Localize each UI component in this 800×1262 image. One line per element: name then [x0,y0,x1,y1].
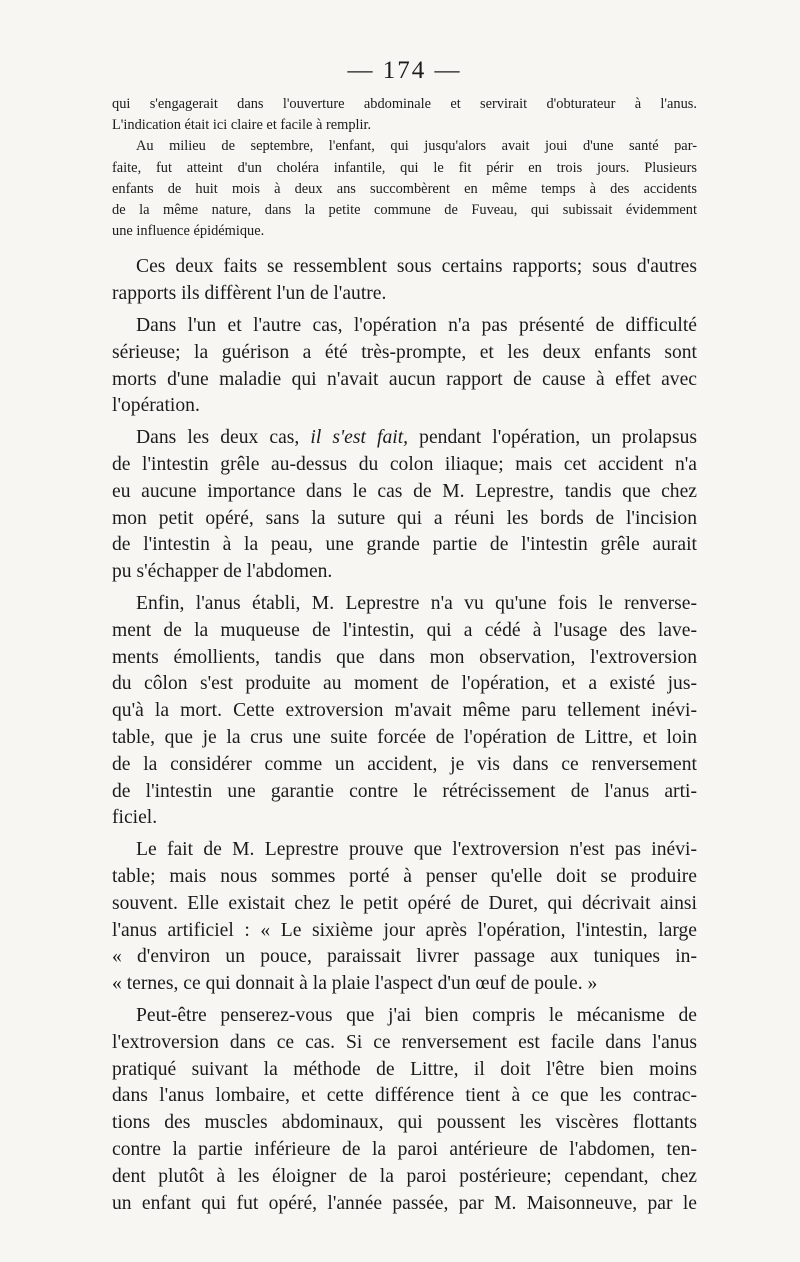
text-line: l'extroversion dans ce cas. Si ce renversement est facile dans l'anus [112,1031,697,1053]
text-line: ments émollients, tandis que dans mon observation, l'extroversion [112,646,697,668]
text-line: de la considérer comme un accident, je vis dans ce renversement [112,753,697,775]
book-page [112,56,697,1217]
paragraph-4 [112,591,697,832]
text-segment: Dans les deux cas, [136,427,311,449]
paragraph-1 [112,254,697,308]
text-line: pu s'échapper de l'abdomen. [112,561,333,583]
text-line: eu aucune importance dans le cas de M. Leprestre, tandis que chez [112,480,697,502]
text-line: pratiqué suivant la méthode de Littre, il doit l'être bien moins [112,1058,697,1080]
text-line: enfants de huit mois à deux ans succombèrent en même temps à des accidents [112,180,697,197]
text-line: L'indication était ici claire et facile à remplir. [112,117,372,134]
text-line: du côlon s'est produite au moment de l'opération, et a existé jus- [112,673,697,695]
text-line: dent plutôt à les éloigner de la paroi postérieure; cependant, chez [112,1165,697,1187]
text-line: Ces deux faits se ressemblent sous certains rapports; sous d'autres [136,256,697,278]
text-line: un enfant qui fut opéré, l'année passée, par M. Maisonneuve, par le [112,1192,697,1214]
text-line: l'opération. [112,395,200,417]
text-line: Le fait de M. Leprestre prouve que l'extroversion n'est pas inévi- [136,839,697,861]
paragraph-2 [112,313,697,420]
text-line: dans l'anus lombaire, et cette différence tient à ce que les contrac- [112,1085,697,1107]
paragraph-6 [112,1003,697,1217]
text-line: mon petit opéré, sans la suture qui a réuni les bords de l'incision [112,507,697,529]
text-line: faite, fut atteint d'un choléra infantile, qui le fit périr en trois jours. Plusieurs [112,159,697,176]
text-line: Dans l'un et l'autre cas, l'opération n'a pas présenté de difficulté [136,315,697,337]
text-line: Peut-être penserez-vous que j'ai bien compris le mécanisme de [136,1004,697,1026]
paragraph-5 [112,837,697,998]
text-line: table, que je la crus une suite forcée de l'opération de Littre, et loin [112,726,697,748]
page-number: — 174 — [347,57,462,84]
text-line [112,425,697,452]
text-line: « ternes, ce qui donnait à la plaie l'aspect d'un œuf de poule. » [112,973,598,995]
paragraph-3 [112,425,697,586]
text-line: Au milieu de septembre, l'enfant, qui jusqu'alors avait joui d'une santé par- [136,138,697,155]
text-line: sérieuse; la guérison a été très-prompte, et les deux enfants sont [112,341,697,363]
text-line: tions des muscles abdominaux, qui poussent les viscères flottants [112,1112,697,1134]
small-paragraph-1 [112,94,697,136]
text-line: table; mais nous sommes porté à penser qu'elle doit se produire [112,865,697,887]
italic-phrase: il s'est fait, [310,427,409,449]
text-line: « d'environ un pouce, paraissait livrer passage aux tuniques in- [112,946,697,968]
text-line: morts d'une maladie qui n'avait aucun rapport de cause à effet avec [112,368,697,390]
text-segment: pendant l'opération, un prolapsus [408,427,697,449]
text-line: une influence épidémique. [112,223,265,240]
text-line: ment de la muqueuse de l'intestin, qui a cédé à l'usage des lave- [112,619,697,641]
text-line: Enfin, l'anus établi, M. Leprestre n'a vu qu'une fois le renverse- [136,592,697,614]
text-line: qu'à la mort. Cette extroversion m'avait même paru tellement inévi- [112,700,697,722]
text-line: contre la partie inférieure de la paroi antérieure de l'abdomen, ten- [112,1138,697,1160]
text-line: souvent. Elle existait chez le petit opéré de Duret, qui décrivait ainsi [112,892,697,914]
small-paragraph-2 [112,136,697,242]
text-line: de l'intestin à la peau, une grande partie de l'intestin grêle aurait [112,534,697,556]
text-line: de l'intestin une garantie contre le rétrécissement de l'anus arti- [112,780,697,802]
text-line: de l'intestin grêle au-dessus du colon iliaque; mais cet accident n'a [112,454,697,475]
text-line: qui s'engagerait dans l'ouverture abdominale et servirait d'obturateur à l'anus. [112,96,697,112]
small-print-section [112,94,697,242]
text-line: de la même nature, dans la petite commune de Fuveau, qui subissait évidemment [112,202,697,219]
main-text-section [112,254,697,1217]
text-line: rapports ils diffèrent l'un de l'autre. [112,283,387,305]
text-line: ficiel. [112,807,158,829]
text-line: l'anus artificiel : « Le sixième jour après l'opération, l'intestin, large [112,919,697,941]
